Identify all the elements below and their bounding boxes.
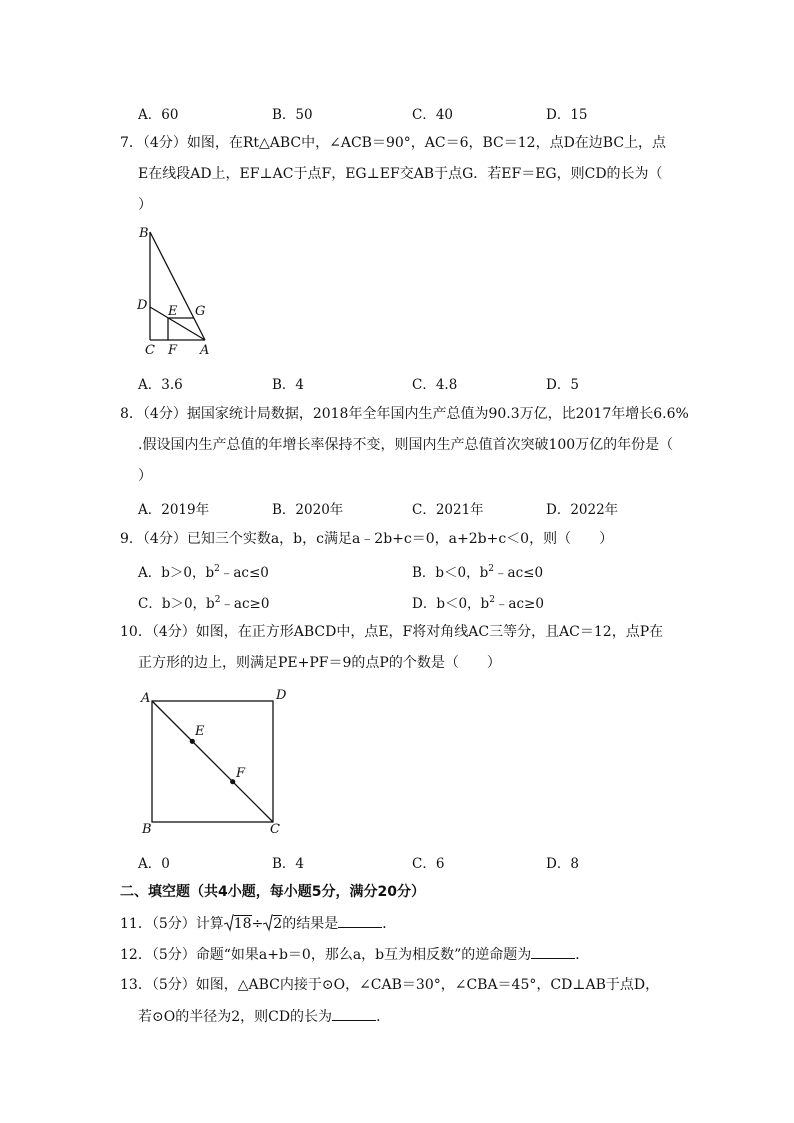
q7-label-b: B [139,226,149,241]
q9-option-c [138,592,269,612]
q11-radicand-1: 18 [233,916,252,932]
q12-end: ． [575,947,590,963]
q11-stem [120,913,396,934]
q11-divide: ÷ [251,916,264,932]
q7-label-d: D [137,298,148,313]
q9-option-d [412,592,544,612]
radical-sign-icon [263,914,273,932]
q8-option-a: A．2019年 [138,502,210,518]
q7-label-e: E [168,304,178,319]
q10-square-figure [140,690,290,835]
q13-text: 若⊙O的半径为2，则CD的长为 [138,1009,333,1025]
q10-label-e: E [195,724,205,739]
q7-triangle-figure [130,222,230,362]
q7-label-f: F [168,343,178,358]
q8-stem-line3: ） [138,468,152,484]
q7-stem-line2: E在线段AD上，EF⊥AC于点F，EG⊥EF交AB于点G．若EF＝EG，则CD的长为（ [138,166,663,182]
q10-option-a: A．0 [138,856,170,872]
q6-option-a: A．60 [138,107,179,123]
q10-point-e [190,739,195,744]
q6-option-d: D．15 [546,107,588,123]
q6-option-c: C．40 [412,107,454,123]
sqrt-18 [224,914,252,934]
q9-option-d-sup: 2 [489,595,495,605]
q10-label-b: B [142,822,152,837]
q11-answer-blank[interactable] [338,913,382,928]
q8-stem-line2: .假设国内生产总值的年增长率保持不变，则国内生产总值首次突破100万亿的年份是（ [138,437,674,453]
q9-option-a-sup: 2 [214,564,220,574]
q11-radicand-2: 2 [273,916,283,932]
q7-stem-line1: 7．（4分）如图，在Rt△ABC中，∠ACB＝90°，AC＝6，BC＝12，点D在边BC上，点 [120,135,667,151]
q10-label-c: C [270,822,280,837]
q7-option-b: B．4 [272,377,305,393]
q13-end: ． [376,1009,391,1025]
q9-option-a-post: ﹣ac≤0 [219,565,269,581]
q10-label-a: A [141,691,151,706]
q7-label-g: G [195,304,206,319]
q9-option-c-pre: C．b＞0，b [138,596,215,612]
q7-option-c: C．4.8 [412,377,458,393]
q12-stem [120,944,589,965]
q10-label-f: F [236,766,246,781]
q12-text: 12．（5分）命题“如果a+b＝0，那么a，b互为相反数”的逆命题为 [120,947,532,963]
q9-stem: 9．（4分）已知三个实数a，b，c满足a﹣2b+c＝0，a+2b+c＜0，则（ ） [120,531,614,547]
q10-stem-line1: 10．（4分）如图，在正方形ABCD中，点E，F将对角线AC三等分，且AC＝12，点P在 [120,624,664,640]
q7-stem-line3: ） [138,197,152,213]
radical-sign-icon [224,914,234,932]
q10-option-b: B．4 [272,856,305,872]
q7-label-c: C [145,343,155,358]
q10-stem-line2: 正方形的边上，则满足PE+PF＝9的点P的个数是（ ） [138,655,501,671]
q10-option-c: C．6 [412,856,445,872]
q7-option-d: D．5 [546,377,579,393]
q6-option-b: B．50 [272,107,313,123]
sqrt-2 [263,914,282,934]
q10-label-d: D [276,688,287,703]
q8-stem-line1: 8．（4分）据国家统计局数据，2018年全年国内生产总值为90.3万亿，比2017年增长6.6% [120,406,689,422]
q9-option-c-post: ﹣ac≥0 [220,596,270,612]
q9-option-a-pre: A．b＞0，b [138,565,215,581]
section-heading-fill-in: 二、填空题（共4小题，每小题5分，满分20分） [120,884,425,900]
q13-stem-line1: 13．（5分）如图，△ABC内接于⊙O，∠CAB＝30°，∠CBA＝45°，CD⊥AB于点D， [120,977,660,993]
q10-point-f [230,779,235,784]
q9-option-c-sup: 2 [214,595,221,605]
q8-option-c: C．2021年 [412,502,484,518]
q11-pre: 11．（5分）计算 [120,916,224,932]
q10-option-d: D．8 [546,856,579,872]
q7-option-a: A．3.6 [138,377,183,393]
q9-option-b [412,561,543,581]
q9-option-b-sup: 2 [488,564,495,574]
q13-stem-line2 [138,1006,390,1027]
q12-answer-blank[interactable] [531,944,575,959]
q11-post: 的结果是 [282,916,339,932]
q9-option-b-pre: B．b＜0，b [412,565,489,581]
q9-option-d-pre: D．b＜0，b [412,596,490,612]
q9-option-b-post: ﹣ac≤0 [494,565,544,581]
q7-label-a: A [200,343,210,358]
q8-option-b: B．2020年 [272,502,344,518]
q10-diagonal-ac [152,701,273,822]
q8-option-d: D．2022年 [546,502,619,518]
q9-option-d-post: ﹣ac≥0 [494,596,544,612]
q11-end: ． [382,916,397,932]
q13-answer-blank[interactable] [332,1006,376,1021]
q9-option-a [138,561,269,581]
